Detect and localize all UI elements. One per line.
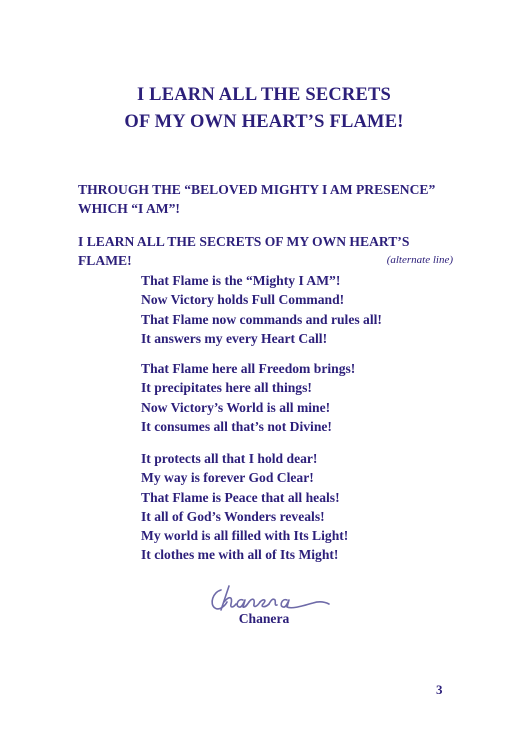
title-line-2: OF MY OWN HEART’S FLAME! (124, 112, 404, 132)
stanza-3 (141, 449, 348, 565)
intro-1-line-2: WHICH “I AM”! (78, 201, 180, 216)
verse-line: It all of God’s Wonders reveals! (141, 508, 325, 524)
stanza-1 (141, 271, 382, 348)
verse-line: That Flame is Peace that all heals! (141, 489, 340, 505)
signature-name: Chanera (238, 611, 290, 626)
intro-2-line-2-wrap (78, 251, 453, 270)
stanza-2 (141, 359, 355, 436)
verse-line: It answers my every Heart Call! (141, 330, 328, 346)
intro-2-line-2: FLAME! (78, 253, 132, 268)
verse-line: It clothes me with all of Its Might! (141, 547, 339, 563)
verse-line: It precipitates here all things! (141, 380, 312, 396)
intro-1-line-1: THROUGH THE “BELOVED MIGHTY I AM PRESENCE” (78, 182, 436, 197)
verse-line: My way is forever God Clear! (141, 470, 314, 486)
verse-line: That Flame now commands and rules all! (141, 311, 382, 327)
title-line-1: I LEARN ALL THE SECRETS (136, 85, 392, 105)
verse-line: It consumes all that’s not Divine! (141, 418, 332, 434)
intro-paragraph-1 (78, 180, 453, 218)
page-number: 3 (436, 682, 443, 697)
intro-2-line-1: I LEARN ALL THE SECRETS OF MY OWN HEART’S (78, 234, 410, 249)
intro-paragraph-2 (78, 232, 453, 270)
verse-line: That Flame is the “Mighty I AM”! (141, 273, 341, 288)
alternate-line-note: (alternate line) (386, 254, 453, 266)
verse-line: Now Victory’s World is all mine! (141, 399, 331, 415)
page-title (0, 82, 528, 136)
verse-line: My world is all filled with Its Light! (141, 528, 349, 544)
verse-line: It protects all that I hold dear! (141, 451, 318, 466)
verse-line: Now Victory holds Full Command! (141, 292, 345, 308)
verse-line: That Flame here all Freedom brings! (141, 361, 356, 376)
